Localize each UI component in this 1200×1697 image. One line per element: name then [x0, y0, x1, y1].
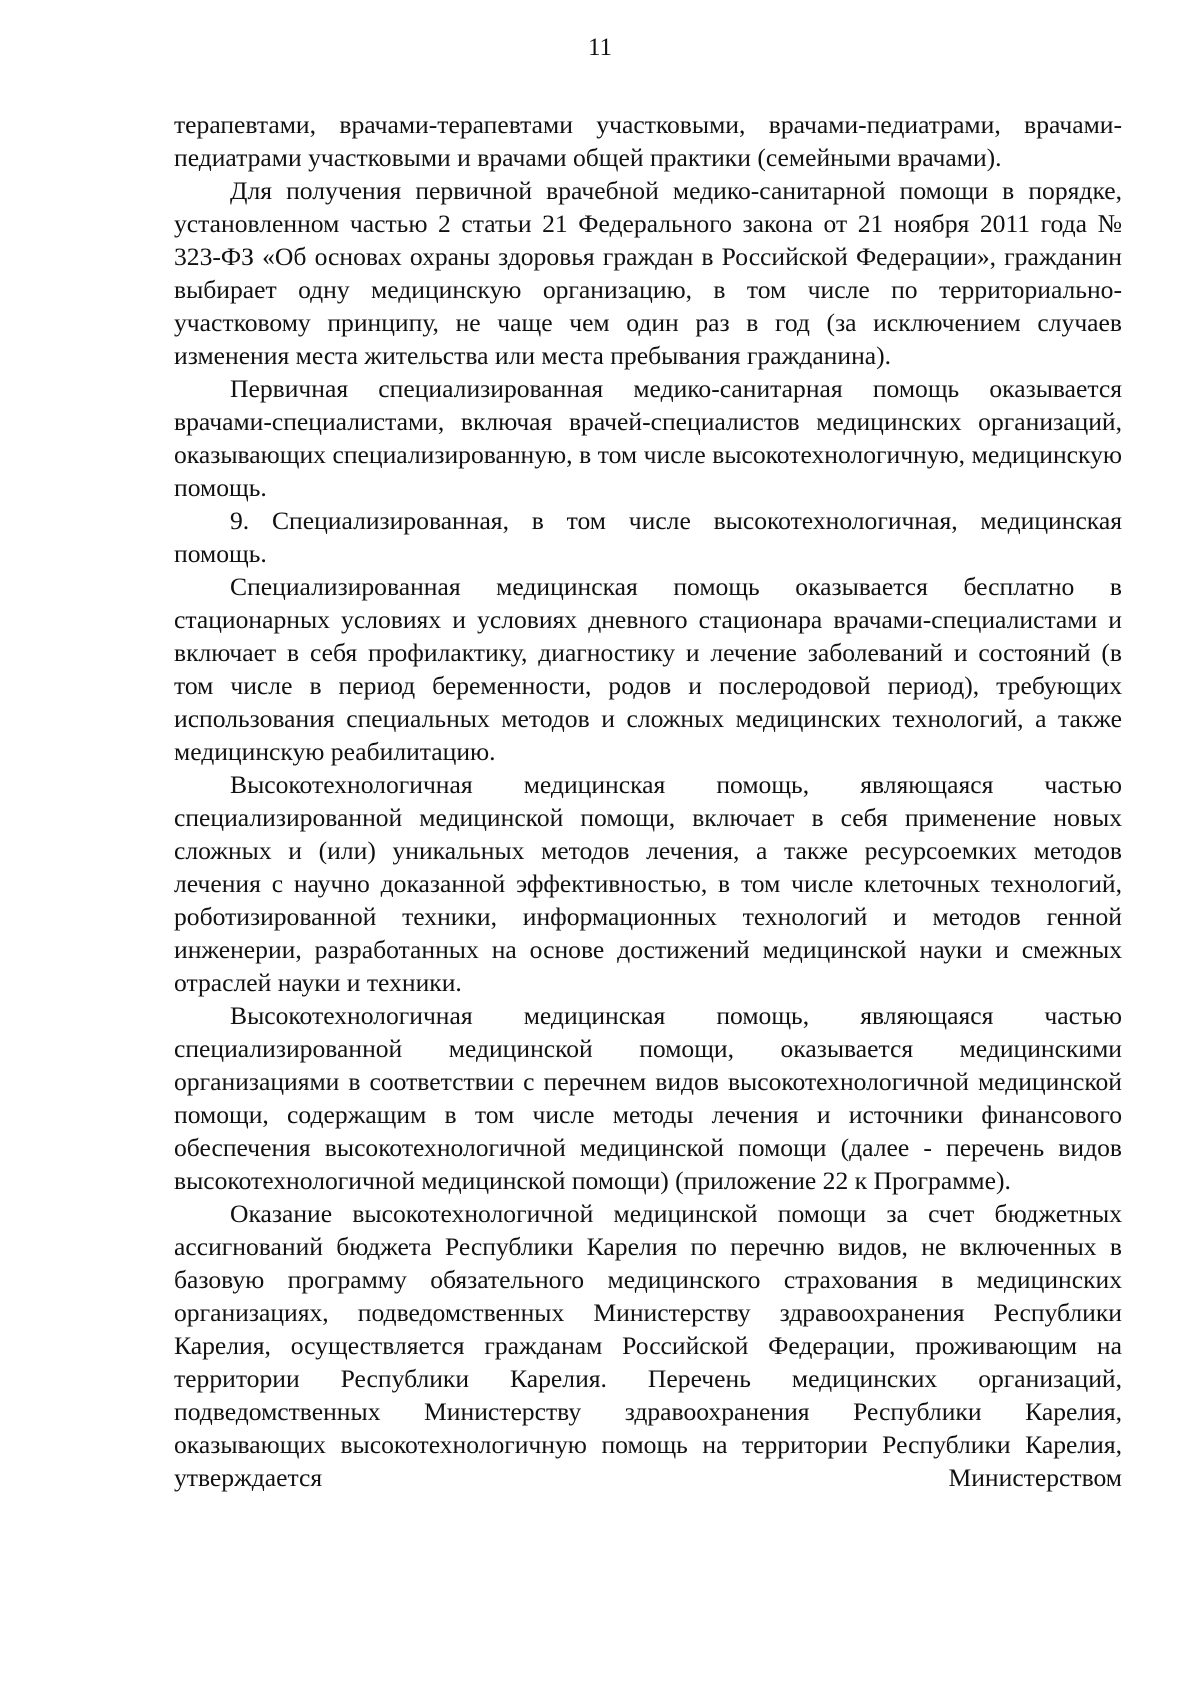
paragraph-high-tech-list: Высокотехнологичная медицинская помощь, являющаяся частью специализированной медицинской помощи, оказывается медицинскими организациями в соответствии с перечнем видов высокотехнологичной медицинской помощи, содержащим в том числе методы лечения и источники финансового обеспечения высокотехнологичной медицинской помощи (далее - перечень видов высокотехнологичной медицинской помощи) (приложение 22 к Программе). — [174, 1001, 1122, 1195]
paragraph-primary-care-choice: Для получения первичной врачебной медико-санитарной помощи в порядке, установленном частью 2 статьи 21 Федерального закона от 21 ноября 2011 года № 323-ФЗ «Об основах охраны здоровья граждан в Российской Федерации», гражданин выбирает одну медицинскую организацию, в том числе по территориально-участковому принципу, не чаще чем один раз в год (за исключением случаев изменения места жительства или места пребывания гражданина). — [174, 176, 1122, 370]
document-body — [174, 108, 1122, 1494]
paragraph-high-tech-funding: Оказание высокотехнологичной медицинской помощи за счет бюджетных ассигнований бюджета Республики Карелия по перечню видов, не включенных в базовую программу обязательного медицинского страхования в медицинских организациях, подведомственных Министерству здравоохранения Республики Карелия, осуществляется гражданам Российской Федерации, проживающим на территории Республики Карелия. Перечень медицинских организаций, подведомственных Министерству здравоохранения Республики Карелия, оказывающих высокотехнологичную помощь на территории Республики Карелия, утверждается Министерством — [174, 1199, 1122, 1492]
paragraph-specialized-primary-care: Первичная специализированная медико-санитарная помощь оказывается врачами-специалистами, включая врачей-специалистов медицинских организаций, оказывающих специализированную, в том числе высокотехнологичную, медицинскую помощь. — [174, 374, 1122, 502]
paragraph-continuation: терапевтами, врачами-терапевтами участковыми, врачами-педиатрами, врачами-педиатрами участковыми и врачами общей практики (семейными врачами). — [174, 110, 1122, 172]
section-heading-9: 9. Специализированная, в том числе высокотехнологичная, медицинская помощь. — [174, 506, 1122, 568]
page-number: 11 — [587, 34, 613, 61]
paragraph-high-tech-definition: Высокотехнологичная медицинская помощь, являющаяся частью специализированной медицинской помощи, включает в себя применение новых сложных и (или) уникальных методов лечения, а также ресурсоемких методов лечения с научно доказанной эффективностью, в том числе клеточных технологий, роботизированной техники, информационных технологий и методов генной инженерии, разработанных на основе достижений медицинской науки и смежных отраслей науки и техники. — [174, 770, 1122, 997]
paragraph-specialized-care: Специализированная медицинская помощь оказывается бесплатно в стационарных условиях и условиях дневного стационара врачами-специалистами и включает в себя профилактику, диагностику и лечение заболеваний и состояний (в том числе в период беременности, родов и послеродовой период), требующих использования специальных методов и сложных медицинских технологий, а также медицинскую реабилитацию. — [174, 572, 1122, 766]
